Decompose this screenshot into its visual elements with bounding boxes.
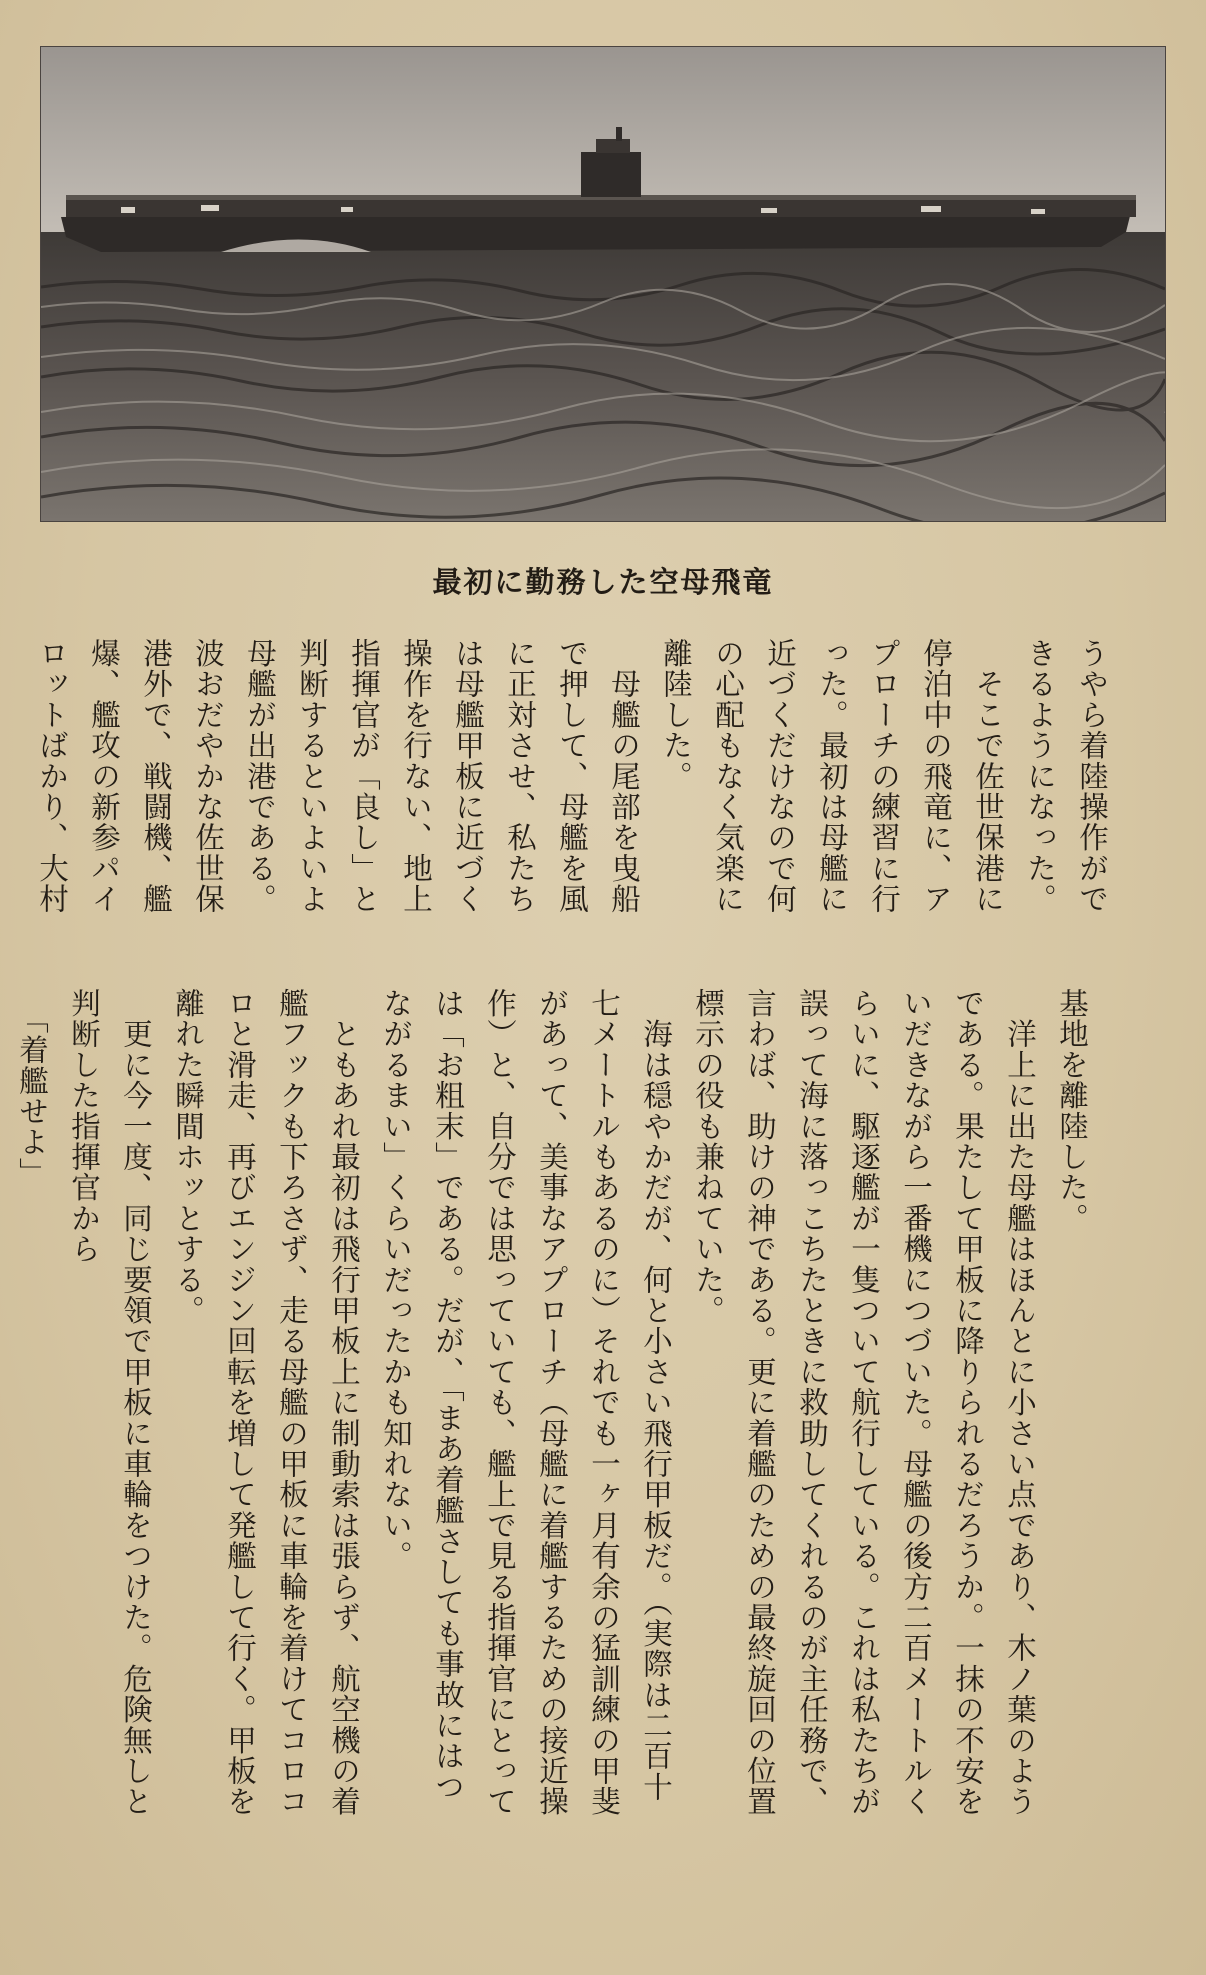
photo-caption: 最初に勤務した空母飛竜 [432,565,774,599]
text-line: ともあれ最初は飛行甲板上に制動索は張らず、航空機の着 [327,988,361,1817]
text-line: 作）と、自分では思っていても、艦上で見る指揮官にとって [483,988,517,1817]
text-line: 標示の役も兼ねていた。 [691,988,725,1326]
text-line: 指揮官が「良し」と [347,638,381,915]
text-line: 判断した指揮官から [67,988,101,1265]
text-line: 更に今一度、同じ要領で甲板に車輪をつけた。危険無しと [119,988,153,1817]
text-line: いだきながら一番機につづいた。母艦の後方二百メートルく [899,988,933,1817]
text-line: 近づくだけなので何 [763,638,797,915]
text-line: である。果たして甲板に降りられるだろうか。一抹の不安を [951,988,985,1817]
lower-text-block [6,988,1098,1868]
text-line: った。最初は母艦に [815,638,849,915]
text-line: に正対させ、私たち [503,638,537,915]
text-line: で押して、母艦を風 [555,638,589,915]
text-line: 停泊中の飛竜に、ア [919,638,953,915]
carrier-photo [40,46,1166,522]
text-line: 波おだやかな佐世保 [191,638,225,915]
text-line: ロと滑走、再びエンジン回転を増して発艦して行く。甲板を [223,988,257,1817]
text-line: らいに、駆逐艦が一隻ついて航行している。これは私たちが [847,988,881,1817]
text-line: 離れた瞬間ホッとする。 [171,988,205,1326]
text-line: 七メートルもあるのに）それでも一ヶ月有余の猛訓練の甲斐 [587,988,621,1817]
text-line: の心配もなく気楽に [711,638,745,915]
text-line: 海は穏やかだが、何と小さい飛行甲板だ。（実際は二百十 [639,988,673,1803]
text-line: は母艦甲板に近づく [451,638,485,915]
text-line: ながるまい」くらいだったかも知れない。 [379,988,413,1572]
text-line: 「着艦せよ」 [15,988,49,1189]
text-line: 母艦の尾部を曳船 [607,638,641,915]
aircraft-carrier-photo-icon [41,47,1165,521]
text-line: は「お粗末」である。だが、「まあ着艦さしても事故にはつ [431,988,465,1803]
text-line: プローチの練習に行 [867,638,901,915]
text-line: があって、美事なアプローチ（母艦に着艦するための接近操 [535,988,569,1817]
text-line: そこで佐世保港に [971,638,1005,915]
text-line: 誤って海に落っこちたときに救助してくれるのが主任務で、 [795,988,829,1817]
text-line: 洋上に出た母艦はほんとに小さい点であり、木ノ葉のよう [1003,988,1037,1817]
text-line: 離陸した。 [659,638,693,792]
text-line: 基地を離陸した。 [1055,988,1089,1234]
text-line: 操作を行ない、地上 [399,638,433,915]
text-line: ロットばかり、大村 [35,638,69,915]
text-line: 母艦が出港である。 [243,638,277,915]
text-line: うやら着陸操作がで [1075,638,1109,915]
text-line: きるようになった。 [1023,638,1057,915]
text-line: 艦フックも下ろさず、走る母艦の甲板に車輪を着けてコロコ [275,988,309,1817]
text-line: 爆、艦攻の新参パイ [87,638,121,915]
text-line: 港外で、戦闘機、艦 [139,638,173,915]
text-line: 判断するといよいよ [295,638,329,915]
upper-text-block [26,638,1118,998]
text-line: 言わば、助けの神である。更に着艦のための最終旋回の位置 [743,988,777,1817]
